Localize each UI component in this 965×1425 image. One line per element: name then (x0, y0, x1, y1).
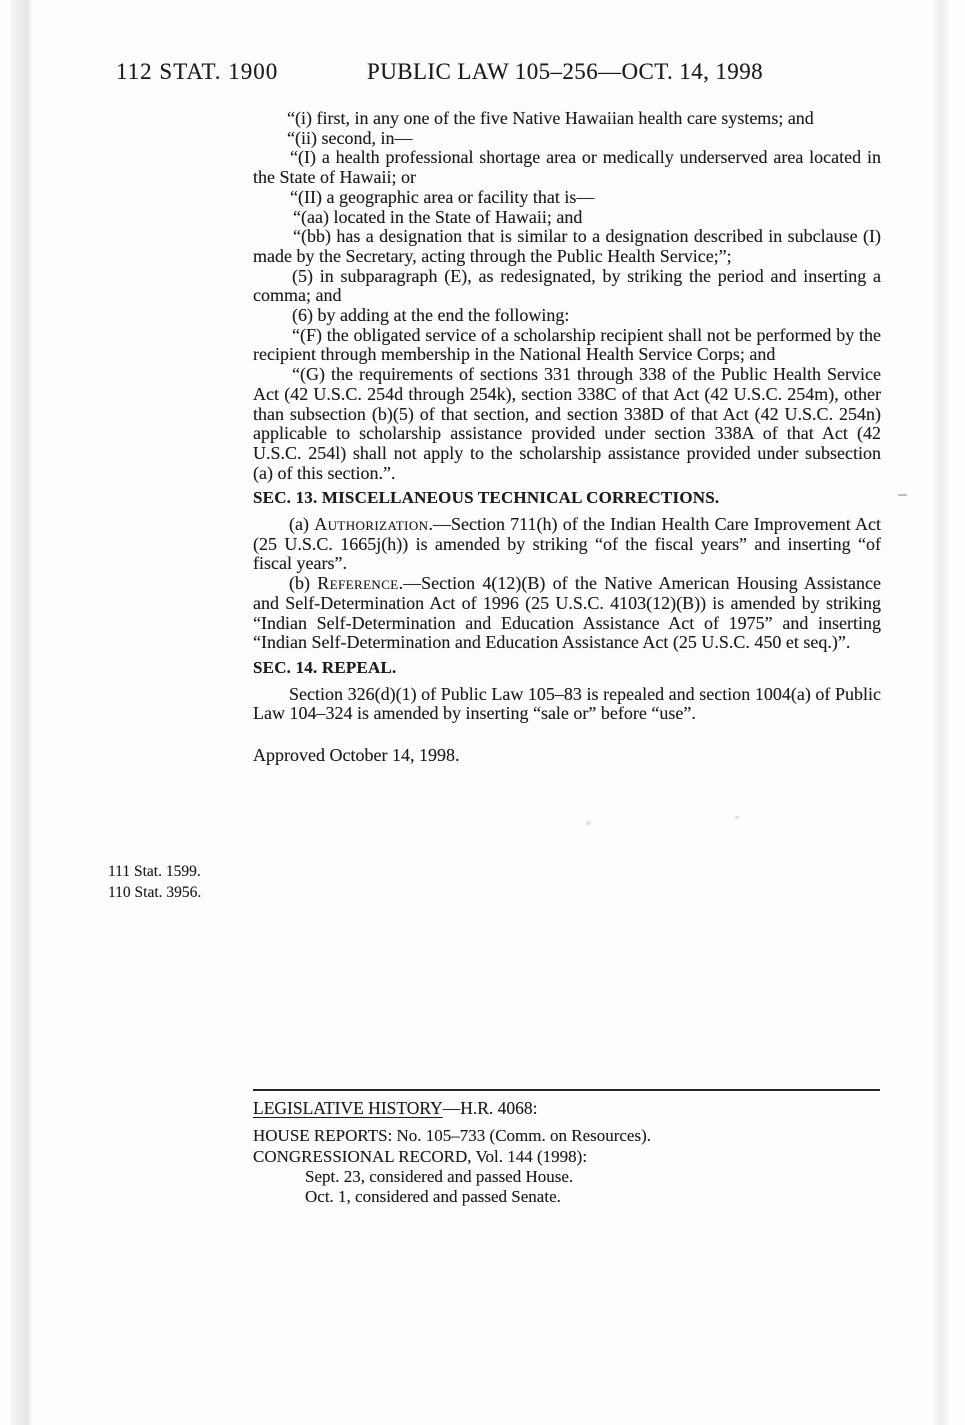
legislative-history-title (253, 1098, 880, 1118)
subsection-b-text: .—Section 4(12)(B) of the Native American Housing Assistance and Self-Determination Act of 1996 (25 U.S.C. 4103(12)(B)) is amended by striking “Indian Self-Determination and Education Assistance Act of 1975” and inserting “Indian Self-Determination and Education Assistance Act (25 U.S.C. 450 et seq.)”. (253, 573, 881, 653)
subsection-a-text: .—Section 711(h) of the Indian Health Care Improvement Act (25 U.S.C. 1665j(h)) is amended by striking “of the fiscal years” and inserting “of fiscal years”. (253, 514, 881, 574)
sec-14-heading: SEC. 14. REPEAL. (253, 657, 397, 677)
scan-speck (735, 816, 739, 819)
scan-speck (898, 494, 907, 496)
scan-edge-artifact-left (10, 0, 32, 1425)
congressional-record-line: CONGRESSIONAL RECORD, Vol. 144 (1998): (253, 1146, 588, 1166)
paragraph-6: (6) by adding at the end the following: (292, 305, 570, 326)
margin-note-stat-citation: 110 Stat. 3956. (108, 884, 202, 901)
paragraph-5: (5) in subparagraph (E), as redesignated, by striking the period and inserting a comma; and (253, 265, 881, 306)
margin-note-stat-citation: 111 Stat. 1599. (108, 863, 201, 880)
subsection-a-label: (a) (289, 514, 315, 535)
statute-text-column (253, 109, 881, 766)
legislative-history-title-underlined: LEGISLATIVE HISTORY (253, 1098, 443, 1118)
record-item: Sept. 23, considered and passed House. (305, 1166, 574, 1186)
clause-ii: “(ii) second, in— (287, 127, 413, 148)
subparagraph-G: “(G) the requirements of sections 331 through 338 of the Public Health Service Act (42 U.S.C. 254d through 254k), section 338C of that Act (42 U.S.C. 254m), other than subsection (b)(5) of that section, and section 338D of that Act (42 U.S.C. 254n) applicable to scholarship assistance provided under section 338A of that Act (42 U.S.C. 254l) shall not apply to the scholarship assistance provided under subsection (a) of this section.”. (253, 364, 881, 483)
scan-speck (586, 821, 591, 825)
house-reports-line: HOUSE REPORTS: No. 105–733 (Comm. on Resources). (253, 1126, 652, 1146)
stat-page-number: 112 STAT. 1900 (116, 59, 279, 84)
subparagraph-F: “(F) the obligated service of a scholarship recipient shall not be performed by the recipient through membership in the National Health Service Corps; and (253, 324, 881, 365)
legislative-history (253, 1089, 880, 1207)
clause-i: “(i) first, in any one of the five Native Hawaiian health care systems; and (287, 108, 814, 128)
sec-14-paragraph: Section 326(d)(1) of Public Law 105–83 is repealed and section 1004(a) of Public Law 104–324 is amended by inserting “sale or” before “use”. (253, 683, 881, 724)
subclause-II: “(II) a geographic area or facility that is— (290, 186, 595, 207)
subclause-I: “(I) a health professional shortage area or medically underserved area located in the State of Hawaii; or (253, 147, 881, 188)
legislative-history-bill-number: —H.R. 4068: (442, 1098, 538, 1118)
item-aa: “(aa) located in the State of Hawaii; and (293, 206, 583, 227)
item-bb: “(bb) has a designation that is similar to a designation described in subclause (I) made by the Secretary, acting through the Public Health Service;”; (253, 226, 881, 266)
approval-line: Approved October 14, 1998. (253, 745, 460, 766)
subsection-a (253, 515, 881, 574)
subsection-a-catchline: Authorization (314, 514, 429, 535)
legislative-history-rule (253, 1089, 880, 1091)
scan-edge-artifact-right (933, 0, 949, 1425)
subsection-b (253, 574, 881, 653)
subsection-b-catchline: Reference (317, 573, 399, 594)
running-head-law-title: PUBLIC LAW 105–256—OCT. 14, 1998 (367, 59, 763, 84)
subsection-b-label: (b) (289, 573, 318, 594)
sec-13-heading: SEC. 13. MISCELLANEOUS TECHNICAL CORRECTIONS. (253, 488, 720, 508)
record-item: Oct. 1, considered and passed Senate. (305, 1187, 561, 1207)
